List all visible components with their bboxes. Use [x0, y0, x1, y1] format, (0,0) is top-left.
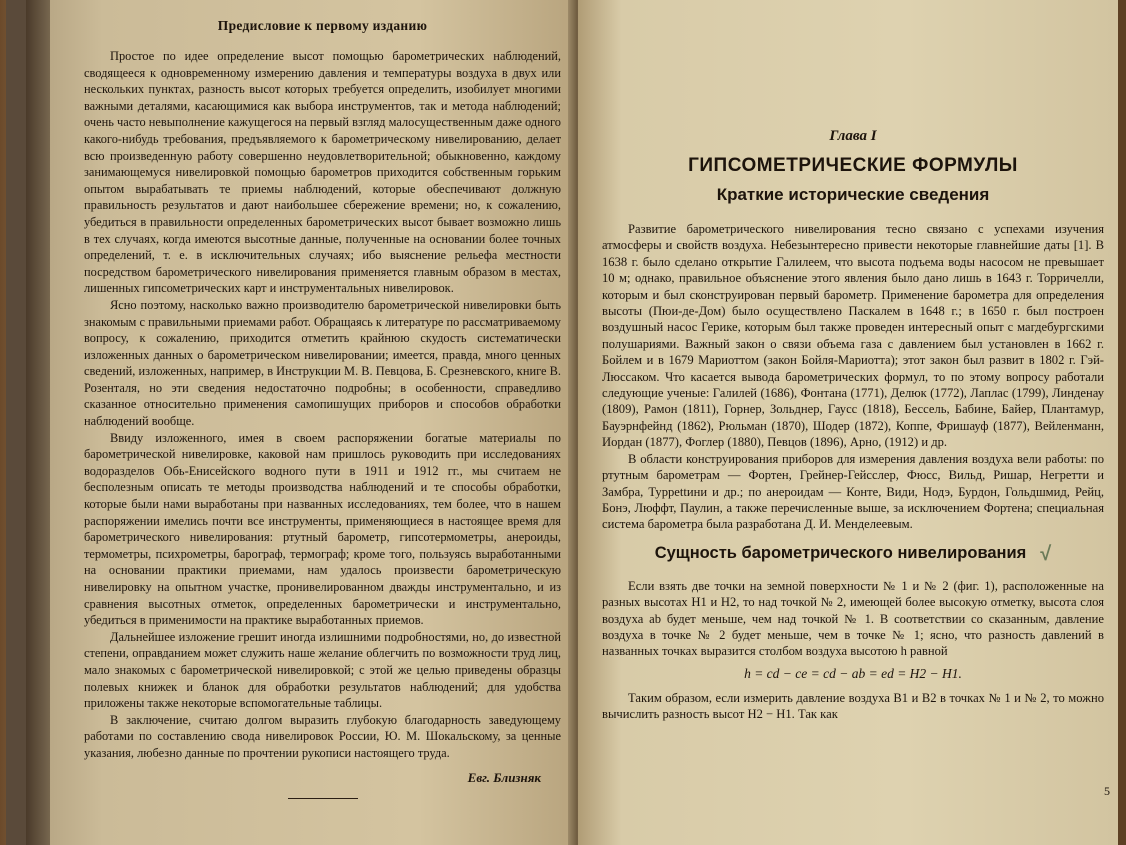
preface-paragraph-4: Дальнейшее изложение грешит иногда излишними подробностями, но, до известной степени, оправданием может служить наше желание облегчить по возможности труд лиц, мало знакомых с барометрической нивелировкой; с этой же целью приведены образцы полевых книжек и бланок для обработки результатов наблюдений; для удобства приложены также некоторые вспомогательные таблицы.: [84, 629, 561, 711]
history-paragraph-2: В области конструирования приборов для измерения давления воздуха вели работы: по ртутным барометрам — Фортен, Грейнер-Гейсслер, Фюсс, Вильд, Ришар, Негретти и Замбра, Туррettини и др.; по анероидам — Конте, Види, Нодэ, Бурдон, Гольдшмид, Рейц, Бонэ, Люффт, Паулин, а также перечисленные выше, за исключением Фортена; специальная система барометра была разработана Д. И. Менделеевым.: [602, 451, 1104, 532]
preface-paragraph-2: Ясно поэтому, насколько важно производителю барометрической нивелировки быть знакомым с правильными приемами работ. Обращаясь к литературе по рассматриваемому вопросу, к сожалению, приходится отметить крайнюю скудость систематически изложенных данных о барометрическом нивелировании; имеется, правда, много ценных сведений, изложенных, например, в Инструкции М. В. Певцова, Б. Срезневского, книге В. Розенталя, но эти сведения недостаточно подробны; в особенности, справедливо сказанное относительно применения самопишущих приборов и способов обработки наблюдений вообще.: [84, 297, 561, 429]
book-edge: [26, 0, 52, 845]
preface-paragraph-3: Ввиду изложенного, имея в своем распоряжении богатые материалы по барометрической нивелировке, каковой нам пришлось руководить при исследованиях водоразделов Обь-Енисейского водного пути в 1911 и 1912 гг., мы считаем не бесполезным описать те методы производства наблюдений и те способы обработки, которые были нами выработаны при названных исследованиях, тем более, что в нашем распоряжении имелись почти все инструменты, применяющиеся в настоящее время для барометрического нивелирования: ртутный барометр, гипсотермометры, анероиды, термометры, психрометры, барограф, термограф; кроме того, пользуясь выработанными на основании практики приемами, нам удалось произвести барометрическую нивелировку на опытном участке, пронивелированном дважды инструментально, и из сравнения высотных отметок, определенных барометрически и инструментально, убедиться в применимости на практике выработанных приемов.: [84, 430, 561, 628]
check-mark-icon: √: [1040, 542, 1052, 565]
essence-paragraph-1: Если взять две точки на земной поверхности № 1 и № 2 (фиг. 1), расположенные на разных высотах H1 и H2, то над точкой № 2, имеющей более высокую отметку, высота слоя воздуха ab будет меньше, чем над точкой № 1. В соответствии со сказанным, давление воздуха в точке № 2 будет меньше, чем в точке № 1; ясно, что разность давлений в названных точках выразится столбом воздуха высотою h равной: [602, 578, 1104, 659]
preface-paragraph-5: В заключение, считаю долгом выразить глубокую благодарность заведующему работами по составлению свода нивелировок России, Ю. М. Шокальскому, за ценные указания, любезно данные по прочтении рукописи настоящего труда.: [84, 712, 561, 760]
section-title-essence-text: Сущность барометрического нивелирования: [654, 543, 1027, 562]
preface-paragraph-1: Простое по идее определение высот помощью барометрических наблюдений, сводящееся к одновременному измерению давления и температуры воздуха в двух или нескольких пунктах, разность высот которых требуется определить, изобилует многими важными деталями, касающимися как выбора инструментов, так и метода наблюдений; очень часто невыполнение кажущегося на первый взгляд малосущественным даже одного какого-нибудь требования, предъявляемого к барометрическому нивелированию, делает всю произведенную работу совершенно неудовлетворительной; обыкновенно, каждому занимающемуся нивелировкой помощью барометров приходится собственным горьким опытом вырабатывать те приемы наблюдений, которые обеспечивают должную правильность результатов и дают наибольшее сбережение времени; но, к сожалению, убедиться в правильности определенных барометрических высот бывает возможно лишь в тех случаях, когда имеются высотные данные, полученные на основании более точных определений, т. е. в исключительных случаях; ибо выяснение рельефа местности посредством барометрического нивелирования применяется главным образом в местах, лишенных гипсометрических карт и инструментальных нивелировок.: [84, 49, 561, 296]
section-title-history: Краткие исторические сведения: [716, 185, 990, 204]
running-head: Предисловие к первому изданию: [217, 18, 428, 33]
history-paragraph-1: Развитие барометрического нивелирования тесно связано с успехами изучения атмосферы и свойств воздуха. Небезынтересно привести некоторые главнейшие даты [1]. В 1638 г. было сделано открытие Галилеем, что высота подъема воды насосом не превышает 10 м; однако, правильное объяснение этого явления было дано лишь в 1643 г. Торричелли, которым и был сконструирован первый барометр. Применение барометра для определения высоты (Пюи-де-Дом) было осуществлено Паскалем в 1648 г.; в 1650 г. был построен воздушный насос Герике, которым был также проведен интересный опыт с магдебургскими полушариями. Важный закон о связи объема газа с давлением был установлен в 1662 г. Бойлем и в 1679 Мариоттом (закон Бойля-Мариотта); этот закон был развит в 1802 г. Гэй-Люссаком. Что касается вывода барометрических формул, то по этому вопросу работали следующие ученые: Галилей (1686), Фонтана (1771), Делюк (1772), Лаплас (1799), Линденау (1809), Рамон (1811), Горнер, Зольднер, Гаусс (1818), Бессель, Бабине, Байер, Плантамур, Бауэрнфейнд (1862), Рюльман (1870), Шодер (1872), Коппе, Фришауф (1877), Вейленманн, Иордан (1877), Фоглер (1880), Певцов (1896), Арно, (1912) и др.: [602, 222, 1104, 450]
author-signature: Евг. Близняк: [467, 769, 541, 785]
page-number: 5: [1104, 784, 1110, 798]
section-title-essence: [602, 543, 1104, 566]
essence-paragraph-2: Таким образом, если измерить давление воздуха B1 и B2 в точках № 1 и № 2, то можно вычислить разность высот H2 − H1. Так как: [602, 690, 1104, 722]
formula: h = cd − ce = cd − ab = ed = H2 − H1.: [744, 665, 962, 681]
left-page: [50, 0, 575, 845]
page-rule: [288, 798, 358, 799]
right-page: [578, 0, 1118, 845]
chapter-title: ГИПСОМЕТРИЧЕСКИЕ ФОРМУЛЫ: [688, 155, 1018, 176]
chapter-label: Глава I: [829, 128, 877, 144]
